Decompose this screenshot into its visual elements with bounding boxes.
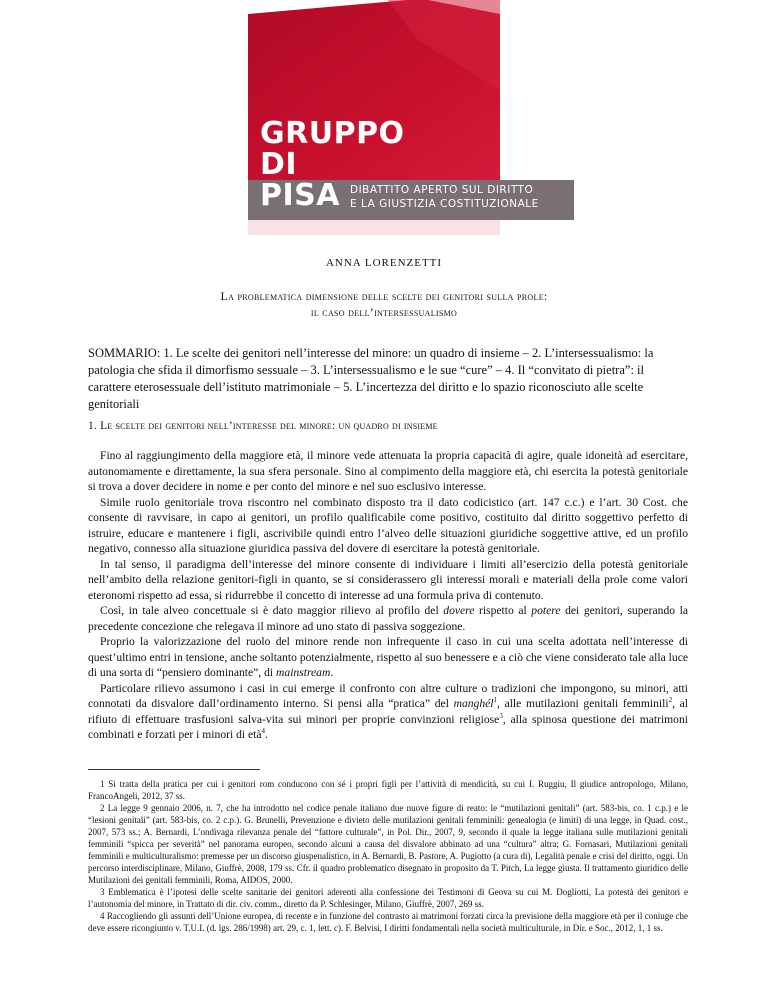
- paper-title: La problematica dimensione delle scelte dei genitori sulla prole: il caso dell’intersessualismo: [220, 289, 548, 319]
- paragraph: Fino al raggiungimento della maggiore età, il minore vede attenuata la propria capacità di agire, quale idoneità ad esercitare, autonomamente e direttamente, la sua sfera personale. Sino al compimento della maggiore età, chi esercita la potestà genitoriale si trova a dover decidere in nome e per conto del minore e nel suo esclusivo interesse.: [88, 449, 688, 493]
- footnote-ref[interactable]: 3: [499, 711, 503, 720]
- footnote-ref[interactable]: 1: [493, 696, 498, 705]
- table-of-contents: SOMMARIO: 1. Le scelte dei genitori nell’interesse del minore: un quadro di insieme – 2. L’intersessualismo: la patologia che sfida il dimorfismo sessuale – 3. L’intersessualismo e le sue “cure” – 4. Il “convitato di pietra”: il carattere eterosessuale dell’istituto matrimoniale – 5. L’incertezza del diritto e lo spazio riconosciuto alle scelte genitoriali: [88, 346, 654, 411]
- paragraph: Simile ruolo genitoriale trova riscontro nel combinato disposto tra il dato codicistico (art. 147 c.c.) e l’art. 30 Cost. che consente di ravvisare, in capo ai genitori, un profilo qualificabile come positivo, costituito dal diritto soggettivo perfetto di istruire, educare e mantenere i figli, ascrivibile quindi entro l’alveo delle situazioni giuridiche soggettive attive, ed un profilo negativo, connesso alla situazione giuridica passiva del dovere di esercitare la potestà genitoriale.: [88, 495, 688, 555]
- footnote: 3 Emblematica è l’ipotesi delle scelte sanitarie dei genitori aderenti alla confessione dei Testimoni di Geova su cui M. Dogliotti, La potestà dei genitori e l’autonomia del minore, in Trattato di dir. civ. comm., diretto da P. Schlesinger, Milano, Giuffrè, 2007, 269 ss.: [88, 887, 688, 909]
- gruppo-di-pisa-logo: [238, 0, 578, 235]
- paragraph: In tal senso, il paradigma dell’interesse del minore consente di individuare i limiti all’esercizio della potestà genitoriale nell’ambito della relazione genitori-figli in quanto, se si considerassero gli interessi morali e materiali della prole come valori eteronomi rispetto ad essa, si ridurrebbe il concetto di interesse ad una formula priva di contenuto.: [88, 557, 688, 602]
- section-heading: 1. Le scelte dei genitori nell’interesse del minore: un quadro di insieme: [88, 420, 438, 432]
- footnote-ref[interactable]: 2: [668, 696, 673, 705]
- footnote: 2 La legge 9 gennaio 2006, n. 7, che ha introdotto nel codice penale italiano due nuove figure di reato: le “mutilazioni genitali” (art. 583-bis, co. 1 c.p.) e le “lesioni genitali” (art. 583-bis, co. 2 c.p.). G. Brunelli, Prevenzione e divieto delle mutilazioni genitali femminili: genealogia (e limiti) di una legge, in Quad. cost., 2007, 573 ss.; A. Bernardi, L’ondivaga rilevanza penale del “fattore culturale”, in Pol. Dir., 2007, 9, secondo il quale la legge italiana sulle mutilazioni genitali femminili “spicca per severità” nel panorama europeo, secondo alcuni a causa del disvalore abbinato ad una “cultura” altra; G. Fornasari, Mutilazioni genitali femminili e multiculturalismo: premesse per un discorso giuspenalistico, in A. Bernardi, B. Pastore, A. Pugiotto (a cura di), Legalità penale e crisi del diritto, oggi. Un percorso interdisciplinare, Milano, Giuffrè, 2008, 179 ss. Cfr. il quadro problematico disegnato in proposito da T. Pitch, La legge giusta. Il trattamento giuridico delle Mutilazioni dei genitali femminili, Roma, AIDOS, 2000.: [88, 803, 688, 885]
- logo-title: GRUPPO DI PISA: [260, 116, 405, 213]
- paragraph: Così, in tale alveo concettuale si è dato maggior rilievo al profilo del dovere rispetto al potere dei genitori, superando la precedente concezione che relegava il minore ad uno stato di passiva soggezione.: [88, 604, 688, 633]
- logo-tagline: DIBATTITO APERTO SUL DIRITTO E LA GIUSTIZIA COSTITUZIONALE: [350, 184, 539, 210]
- paragraph: Particolare rilievo assumono i casi in cui emerge il confronto con altre culture o tradizioni che impongono, su minori, atti connotati da disvalore dall’ordinamento interno. Si pensi alla “pratica” del manghél$^1$, alle mutilazioni genitali femminili$^2$, al rifiuto di effettuare trasfusioni salva-vita sui minori per proprie convinzioni religiose$^3$, alla spinosa questione dei matrimoni combinati e forzati per i minori di età$^4$.: [88, 681, 689, 741]
- footnote-ref[interactable]: 4: [261, 727, 266, 736]
- footnote-separator: [88, 769, 260, 770]
- footnotes: [88, 778, 688, 934]
- footnote: 4 Raccogliendo gli assunti dell’Unione europea, di recente e in funzione del contrasto ai matrimoni forzati circa la previsione della maggiore età per il coniuge che deve essere ricongiunto v. T.U.I. (d. lgs. 286/1998) art. 29, c. 1, lett. c). F. Belvisi, I diritti fondamentali nella società multiculturale, in Dir. e Soc., 2012, 1, 1 ss.: [88, 911, 688, 933]
- footnote: 1 Si tratta della pratica per cui i genitori rom conducono con sé i propri figli per l’attività di mendicità, su cui I. Ruggiu, Il giudice antropologo, Milano, FrancoAngeli, 2012, 37 ss.: [88, 779, 688, 801]
- body-text: [88, 448, 688, 743]
- paragraph: Proprio la valorizzazione del ruolo del minore rende non infrequente il caso in cui una scelta adottata nell’interesse di quest’ultimo entri in tensione, anche soltanto potenzialmente, rispetto al suo benessere e a ciò che viene considerato tale alla luce di una sorta di “pensiero dominante”, di mainstream.: [88, 635, 688, 679]
- author-name: ANNA LORENZETTI: [325, 257, 443, 269]
